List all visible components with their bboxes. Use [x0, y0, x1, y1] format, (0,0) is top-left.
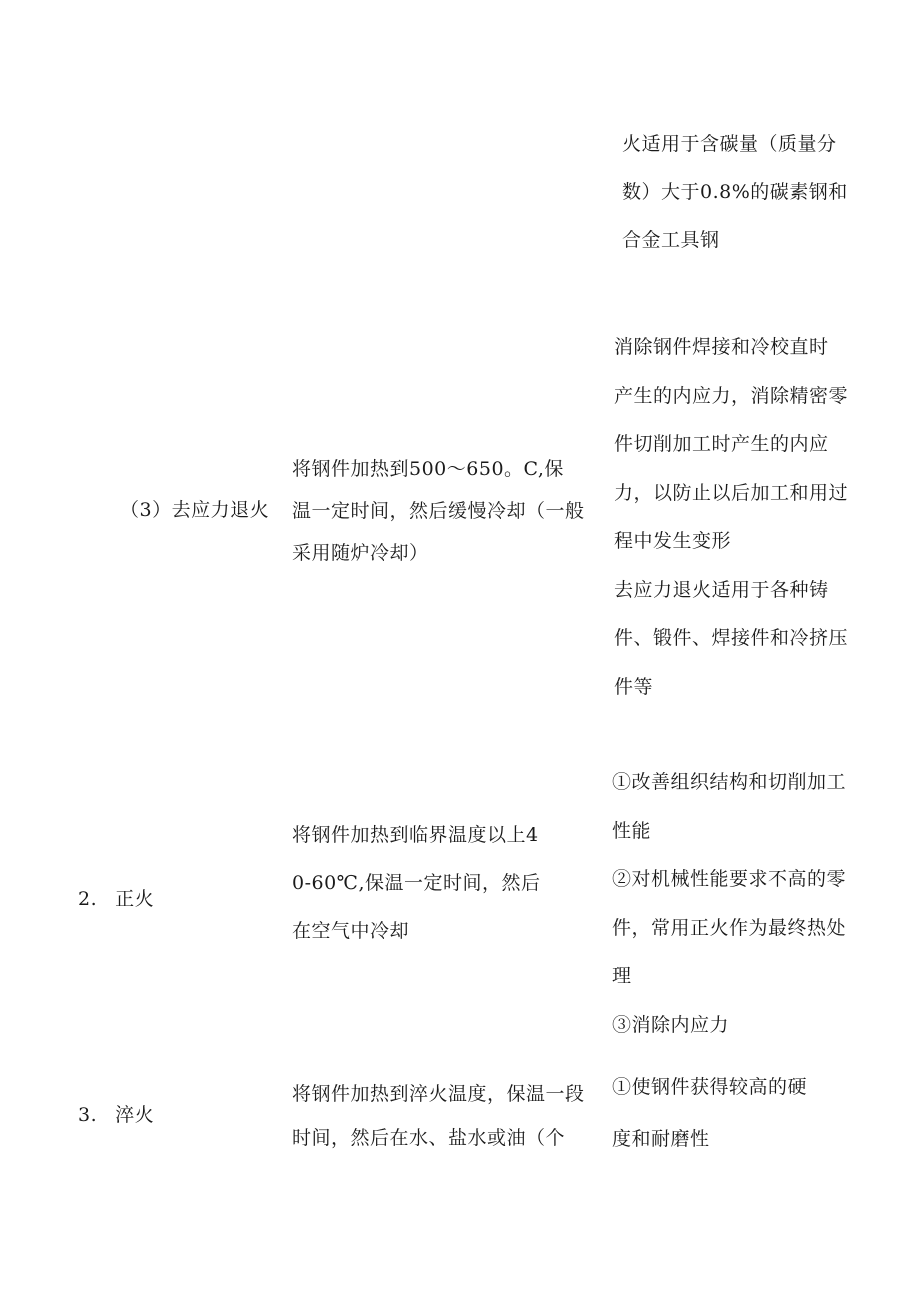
text-line: 时间，然后在水、盐水或油（个 — [292, 1127, 566, 1149]
section-title: （3）去应力退火 — [120, 499, 270, 521]
text-line: 合金工具钢 — [622, 229, 720, 251]
text-line: 0-60℃,保温一定时间，然后 — [292, 872, 541, 894]
text-line: 在空气中冷却 — [292, 920, 410, 942]
text-line: ②对机械性能要求不高的零 — [612, 868, 847, 890]
text-line: 力，以防止以后加工和用过 — [614, 481, 849, 504]
normalizing-label — [78, 884, 154, 911]
text-line: 件、锻件、焊接件和冷挤压 — [614, 627, 849, 649]
text-line: 将钢件加热到500～650。C,保 — [292, 458, 564, 480]
text-line: 将钢件加热到淬火温度，保温一段 — [292, 1083, 585, 1105]
section-number: 3. — [78, 1104, 98, 1126]
text-line: ①改善组织结构和切削加工 — [612, 771, 847, 793]
text-line: ①使钢件获得较高的硬 — [612, 1076, 808, 1098]
text-line: ③消除内应力 — [612, 1013, 730, 1036]
text-line: 件等 — [614, 675, 654, 698]
section-number: 2. — [78, 888, 98, 910]
text-line: 产生的内应力，消除精密零 — [614, 384, 849, 407]
text-line: 将钢件加热到临界温度以上4 — [292, 824, 539, 846]
normalizing-purpose — [612, 768, 846, 1059]
stress-relief-purpose — [614, 333, 848, 721]
section-title — [78, 884, 154, 911]
text-line: 火适用于含碳量（质量分 — [622, 133, 837, 155]
section-name: 淬火 — [115, 1104, 155, 1126]
text-line: 采用随炉冷却） — [292, 542, 429, 564]
text-line: 理 — [612, 965, 632, 987]
text-line: 消除钢件焊接和冷校直时 — [614, 336, 829, 358]
text-line: 度和耐磨性 — [612, 1128, 710, 1150]
quenching-process — [292, 1080, 585, 1168]
normalizing-process — [292, 821, 540, 965]
stress-relief-label — [120, 495, 269, 522]
quenching-purpose — [612, 1073, 807, 1177]
text-line: 件切削加工时产生的内应 — [614, 433, 829, 455]
continued-purpose-text — [622, 130, 848, 274]
text-line: 数）大于0.8%的碳素钢和 — [622, 181, 848, 203]
text-line: 件，常用正火作为最终热处 — [612, 916, 847, 939]
text-line: 去应力退火适用于各种铸 — [614, 578, 829, 601]
stress-relief-process — [292, 455, 585, 581]
quenching-label — [78, 1100, 154, 1127]
text-line: 程中发生变形 — [614, 530, 732, 552]
section-title — [78, 1100, 154, 1127]
section-name: 正火 — [115, 888, 155, 910]
text-line: 温一定时间，然后缓慢冷却（一般 — [292, 500, 585, 522]
text-line: 性能 — [612, 819, 652, 842]
